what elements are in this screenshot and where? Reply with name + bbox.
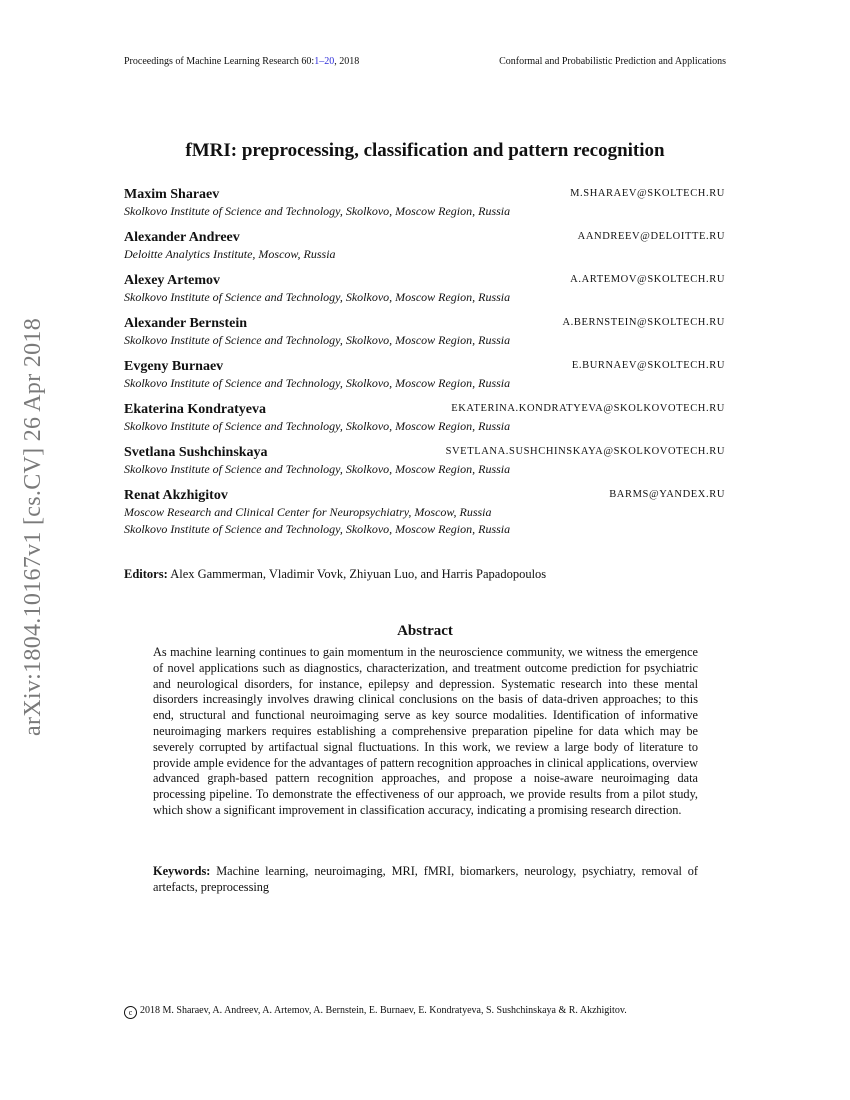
keywords-block bbox=[153, 864, 698, 896]
author-email[interactable]: SVETLANA.SUSHCHINSKAYA@SKOLKOVOTECH.RU bbox=[445, 446, 725, 457]
author-affiliation: Skolkovo Institute of Science and Technology, Skolkovo, Moscow Region, Russia bbox=[124, 333, 511, 347]
copyright-footer bbox=[124, 1005, 627, 1019]
author-entry bbox=[124, 315, 725, 349]
arxiv-stamp: arXiv:1804.10167v1 [cs.CV] 26 Apr 2018 bbox=[20, 317, 46, 736]
author-entry bbox=[124, 186, 725, 220]
author-affiliation: Skolkovo Institute of Science and Technology, Skolkovo, Moscow Region, Russia bbox=[124, 290, 511, 304]
author-affiliation: Moscow Research and Clinical Center for Neuropsychiatry, Moscow, Russia bbox=[124, 505, 492, 519]
keywords-label: Keywords: bbox=[153, 864, 211, 878]
author-email[interactable]: EKATERINA.KONDRATYEVA@SKOLKOVOTECH.RU bbox=[451, 403, 725, 414]
author-name: Alexey Artemov bbox=[124, 273, 221, 288]
author-list bbox=[124, 186, 725, 547]
author-email[interactable]: E.BURNAEV@SKOLTECH.RU bbox=[571, 360, 725, 371]
copyright-icon: c bbox=[124, 1006, 137, 1019]
author-name: Svetlana Sushchinskaya bbox=[124, 445, 268, 460]
paper-title: fMRI: preprocessing, classification and pattern recognition bbox=[185, 140, 665, 161]
author-email[interactable]: A.ARTEMOV@SKOLTECH.RU bbox=[570, 274, 725, 285]
author-name: Renat Akzhigitov bbox=[124, 488, 228, 503]
author-email[interactable]: M.SHARAEV@SKOLTECH.RU bbox=[570, 188, 725, 199]
author-name: Alexander Andreev bbox=[124, 230, 240, 245]
header-year: , 2018 bbox=[334, 56, 360, 67]
author-entry bbox=[124, 272, 725, 306]
author-affiliation: Deloitte Analytics Institute, Moscow, Russia bbox=[124, 247, 336, 261]
author-affiliation: Skolkovo Institute of Science and Technology, Skolkovo, Moscow Region, Russia bbox=[124, 462, 511, 476]
page-range-link[interactable]: 1–20 bbox=[314, 56, 335, 67]
author-name: Maxim Sharaev bbox=[124, 187, 220, 202]
keywords-text: Machine learning, neuroimaging, MRI, fMRI, biomarkers, neurology, psychiatry, removal of artefacts, preprocessing bbox=[153, 864, 698, 894]
author-entry bbox=[124, 401, 725, 435]
author-affiliation-secondary: Skolkovo Institute of Science and Technology, Skolkovo, Moscow Region, Russia bbox=[124, 522, 511, 536]
copyright-text: 2018 M. Sharaev, A. Andreev, A. Artemov, A. Bernstein, E. Burnaev, E. Kondratyeva, S. Sushchinskaya & R. Akzhigitov. bbox=[140, 1005, 627, 1016]
editors-names: Alex Gammerman, Vladimir Vovk, Zhiyuan Luo, and Harris Papadopoulos bbox=[170, 567, 547, 581]
abstract-text: As machine learning continues to gain momentum in the neuroscience community, we witness the emergence of novel applications such as diagnostics, characterization, and treatment outcome prediction for psychiatric and neurological disorders, for instance, epilepsy and depression. Systematic research into these mental disorders increasingly involves drawing clinical conclusions on the basis of data-driven approaches; to this end, structural and functional neuroimaging serve as key source modalities. Identification of informative neuroimaging markers requires establishing a comprehensive preparation pipeline for data which may be severely corrupted by artifactual signal fluctuations. In this work, we review a large body of literature to provide ample evidence for the advantages of pattern recognition approaches in clinical applications, overview advanced graph-based pattern recognition approaches, and propose a noise-aware neuroimaging data processing pipeline. To demonstrate the effectiveness of our approach, we provide results from a pilot study, which show a significant improvement in classification accuracy, indicating a promising research direction. bbox=[153, 645, 698, 817]
author-name: Ekaterina Kondratyeva bbox=[124, 402, 266, 417]
author-entry bbox=[124, 444, 725, 478]
author-affiliation: Skolkovo Institute of Science and Technology, Skolkovo, Moscow Region, Russia bbox=[124, 419, 511, 433]
author-email[interactable]: AANDREEV@DELOITTE.RU bbox=[577, 231, 725, 242]
author-entry bbox=[124, 358, 725, 392]
author-affiliation: Skolkovo Institute of Science and Technology, Skolkovo, Moscow Region, Russia bbox=[124, 376, 511, 390]
running-header-venue: Conformal and Probabilistic Prediction and Applications bbox=[499, 56, 726, 67]
author-entry bbox=[124, 487, 725, 538]
author-affiliation: Skolkovo Institute of Science and Technology, Skolkovo, Moscow Region, Russia bbox=[124, 204, 511, 218]
journal-name: Proceedings of Machine Learning Research 60: bbox=[124, 56, 315, 67]
editors-label: Editors: bbox=[124, 567, 168, 581]
editors-line bbox=[124, 567, 546, 582]
author-email[interactable]: BARMS@YANDEX.RU bbox=[609, 489, 725, 500]
author-email[interactable]: A.BERNSTEIN@SKOLTECH.RU bbox=[562, 317, 725, 328]
abstract-heading: Abstract bbox=[397, 623, 453, 639]
running-header-left bbox=[124, 56, 359, 67]
author-name: Alexander Bernstein bbox=[124, 316, 248, 331]
author-entry bbox=[124, 229, 725, 263]
author-name: Evgeny Burnaev bbox=[124, 359, 224, 374]
